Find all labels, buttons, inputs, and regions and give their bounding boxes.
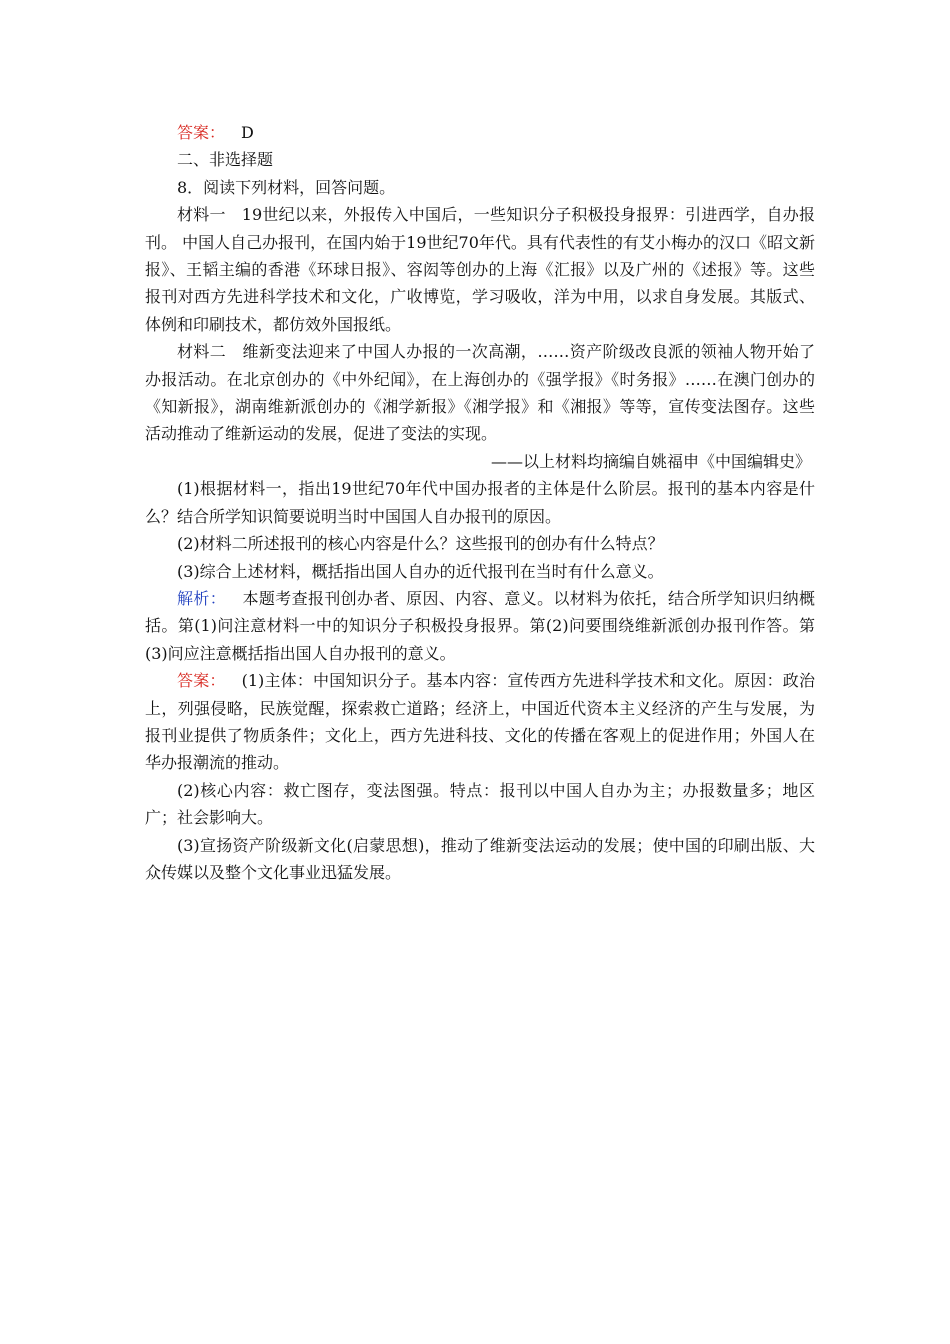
previous-answer-line [145, 119, 815, 146]
sub-question-1: (1)根据材料一，指出19世纪70年代中国办报者的主体是什么阶层。报刊的基本内容是什么？结合所学知识简要说明当时中国国人自办报刊的原因。 [145, 479, 815, 526]
analysis [145, 585, 815, 667]
material-one [145, 201, 815, 338]
section-title: 二、非选择题 [177, 150, 274, 170]
answer-value: D [241, 123, 254, 142]
material-source: ——以上材料均摘编自姚福申《中国编辑史》 [490, 451, 811, 471]
material-two-label: 材料二 [177, 342, 227, 362]
material-one-label: 材料一 [177, 205, 226, 225]
analysis-text: 本题考查报刊创办者、原因、内容、意义。以材料为依托，结合所学知识归纳概括。第(1)问注意材料一中的知识分子积极投身报界。第(2)问要围绕维新派创办报刊作答。第(3)问应注意概括指出国人自办报刊的意义。 [145, 588, 815, 663]
material-two [145, 338, 815, 448]
document-page [145, 119, 815, 886]
question-stem: 8．阅读下列材料，回答问题。 [177, 177, 396, 197]
answer-part-1-text: (1)主体：中国知识分子。基本内容：宣传西方先进科学技术和文化。原因：政治上，列强侵略，民族觉醒，探索救亡道路；经济上，中国近代资本主义经济的产生与发展，为报刊业提供了物质条件；文化上，西方先进科技、文化的传播在客观上的促进作用；外国人在华办报潮流的推动。 [145, 671, 815, 773]
answer-label-main: 答案： [177, 671, 226, 691]
sub-question-2: (2)材料二所述报刊的核心内容是什么？这些报刊的创办有什么特点？ [177, 534, 664, 554]
sub-question-3: (3)综合上述材料，概括指出国人自办的近代报刊在当时有什么意义。 [177, 561, 664, 581]
answer-label: 答案： [177, 123, 226, 142]
material-one-text: 19世纪以来，外报传入中国后，一些知识分子积极投身报界：引进西学，自办报刊。 中国人自己办报刊，在国内始于19世纪70年代。具有代表性的有艾小梅办的汉口《昭文新报》、王韬主编的香港《环球日报》、容闳等创办的上海《汇报》以及广州的《述报》等。这些报刊对西方先进科学技术和文化，广收博览，学习吸收，洋为中用，以求自身发展。其版式、体例和印刷技术，都仿效外国报纸。 [145, 205, 815, 334]
answer-part-2: (2)核心内容：救亡图存，变法图强。特点：报刊以中国人自办为主；办报数量多；地区广；社会影响大。 [145, 780, 815, 828]
material-two-text: 维新变法迎来了中国人办报的一次高潮，……资产阶级改良派的领袖人物开始了办报活动。在北京创办的《中外纪闻》，在上海创办的《强学报》《时务报》……在澳门创办的《知新报》，湖南维新派创办的《湘学新报》《湘学报》和《湘报》等等，宣传变法图存。这些活动推动了维新运动的发展，促进了变法的实现。 [145, 342, 815, 444]
analysis-label: 解析： [177, 588, 227, 608]
answer-part-1 [145, 667, 815, 777]
answer-part-3: (3)宣扬资产阶级新文化(启蒙思想)，推动了维新变法运动的发展；使中国的印刷出版、大众传媒以及整个文化事业迅猛发展。 [145, 835, 815, 882]
